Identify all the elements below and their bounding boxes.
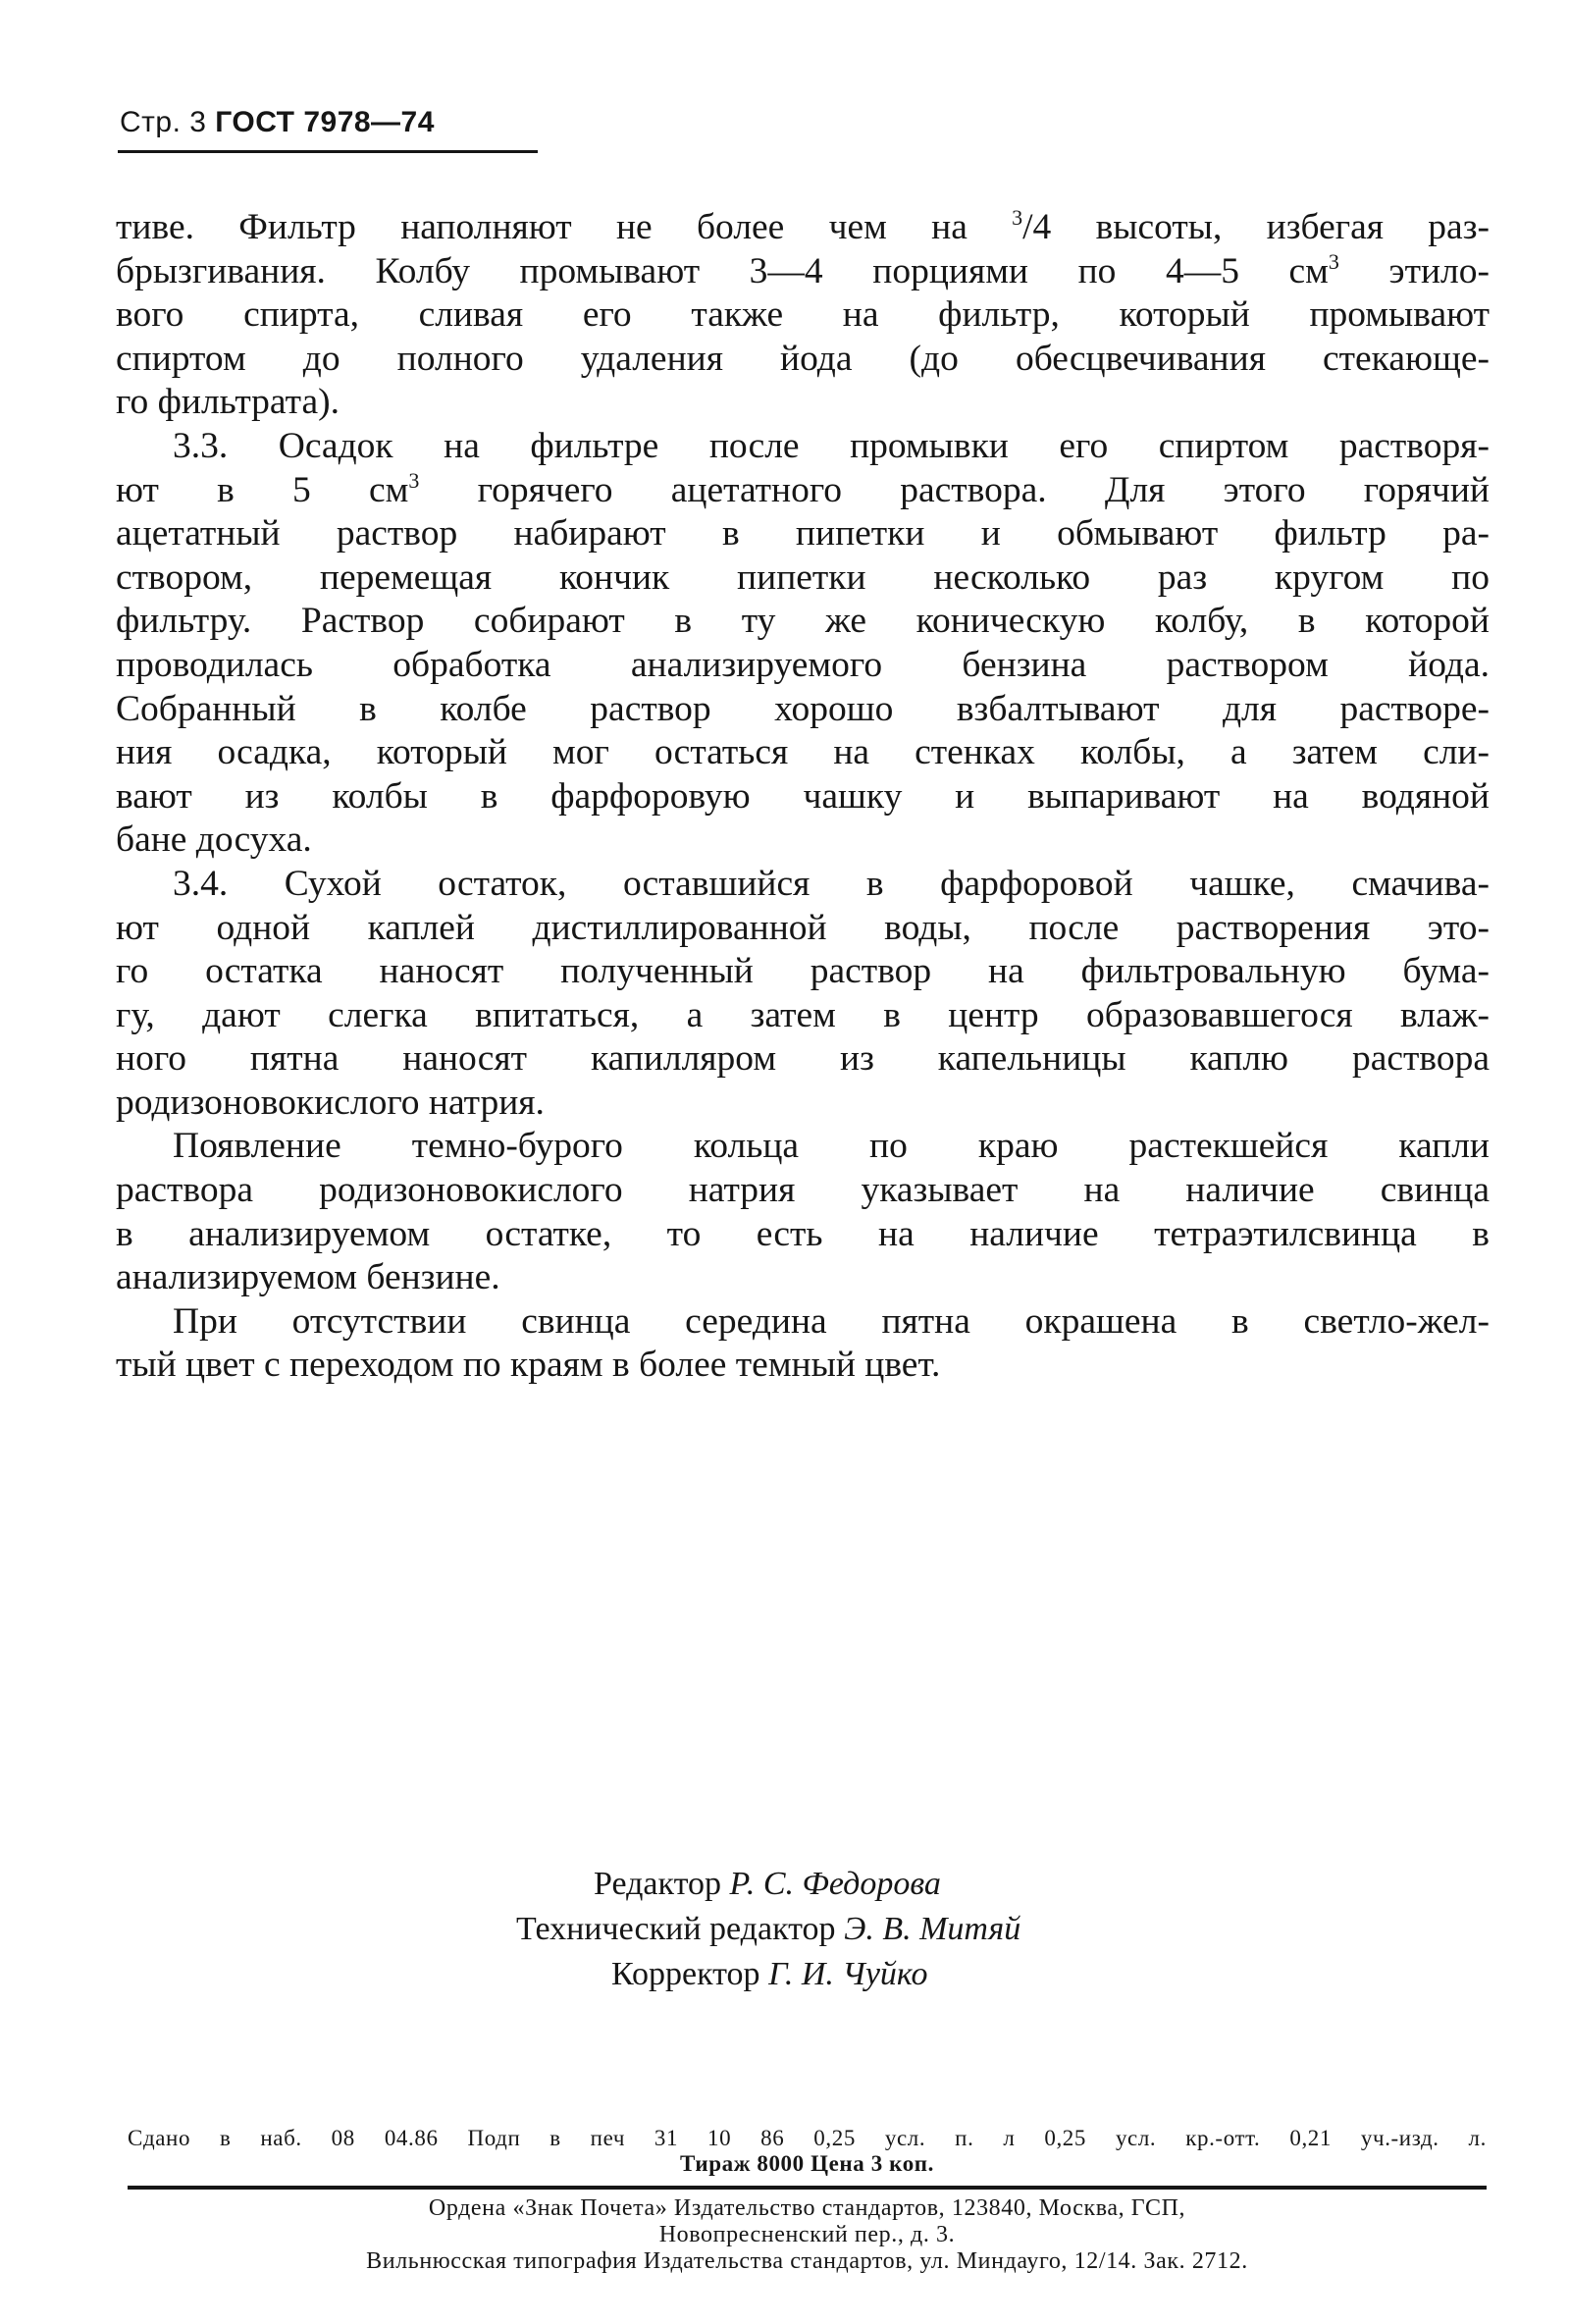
body-line: раствора родизоновокислого натрия указывает на наличие свинца — [116, 1170, 1490, 1211]
body-line: Появление темно-бурого кольца по краю растекшейся капли — [173, 1126, 1490, 1167]
header-rule — [118, 150, 538, 153]
body-line: анализируемом бензине. — [116, 1257, 500, 1298]
imprint-rule — [128, 2186, 1487, 2190]
body-line: ния осадка, который мог остаться на стенках колбы, а затем сли- — [116, 732, 1490, 773]
tech-editor-role: Технический редактор — [516, 1911, 836, 1947]
editor-name: Р. С. Федорова — [729, 1866, 941, 1902]
body-line-text: этило- — [1338, 250, 1490, 291]
imprint-block — [128, 2126, 1487, 2177]
superscript: 3 — [1012, 205, 1023, 230]
editor-role: Редактор — [594, 1866, 721, 1902]
body-line: створом, перемещая кончик пипетки несколько раз кругом по — [116, 556, 1490, 598]
body-line: ацетатный раствор набирают в пипетки и обмывают фильтр ра- — [116, 513, 1490, 555]
credit-proofreader — [611, 1955, 928, 1994]
body-line: тый цвет с переходом по краям в более темный цвет. — [116, 1345, 941, 1386]
superscript: 3 — [408, 467, 420, 493]
page-number: Стр. 3 — [120, 106, 207, 138]
tech-editor-name: Э. В. Митяй — [844, 1911, 1021, 1947]
body-line: При отсутствии свинца середина пятна окрашена в светло-жел- — [173, 1300, 1490, 1342]
body-text — [116, 206, 1490, 1388]
body-line: ного пятна наносят капилляром из капельницы каплю раствора — [116, 1038, 1490, 1080]
body-line: го остатка наносят полученный раствор на фильтровальную бума- — [116, 951, 1490, 992]
proofreader-name: Г. И. Чуйко — [768, 1956, 928, 1992]
body-line — [116, 469, 1490, 513]
body-line: вого спирта, сливая его также на фильтр, который промывают — [116, 294, 1490, 336]
body-line: проводилась обработка анализируемого бензина раствором йода. — [116, 644, 1490, 685]
body-line-text: /4 высоты, избегая раз- — [1022, 207, 1490, 247]
body-line: го фильтрата). — [116, 382, 340, 423]
credit-tech-editor — [516, 1910, 1020, 1949]
body-line-text: горячего ацетатного раствора. Для этого горячий — [419, 469, 1490, 510]
body-line: бане досуха. — [116, 819, 312, 861]
credit-editor — [594, 1865, 941, 1904]
body-line: фильтру. Раствор собирают в ту же коническую колбу, в которой — [116, 601, 1490, 642]
printer-line-address: Новопресненский пер., д. 3. — [658, 2222, 956, 2247]
imprint-circulation: Тираж 8000 Цена 3 коп. — [680, 2151, 934, 2176]
body-line-text: брызгивания. Колбу промывают 3—4 порциями по 4—5 см — [116, 250, 1329, 291]
body-line: Собранный в колбе раствор хорошо взбалтывают для растворе- — [116, 688, 1490, 729]
printer-line-publisher: Ордена «Знак Почета» Издательство стандартов, 123840, Москва, ГСП, — [428, 2195, 1186, 2221]
printer-block — [128, 2195, 1487, 2275]
body-line: 3.3. Осадок на фильтре после промывки его спиртом растворя- — [173, 425, 1490, 466]
body-line-text: ют в 5 см — [116, 469, 409, 510]
body-line: в анализируемом остатке, то есть на наличие тетраэтилсвинца в — [116, 1213, 1490, 1254]
standard-number: ГОСТ 7978—74 — [215, 106, 435, 138]
page-header — [120, 106, 435, 139]
body-line: гу, дают слегка впитаться, а затем в центр образовавшегося влаж- — [116, 994, 1490, 1035]
imprint-print-data: Сдано в наб. 08 04.86 Подп в печ 31 10 86 0,25 усл. п. л 0,25 усл. кр.-отт. 0,21 уч.-изд. л. — [128, 2126, 1487, 2150]
printer-line-typography: Вильнюсская типография Издательства стандартов, ул. Миндауго, 12/14. Зак. 2712. — [366, 2248, 1248, 2274]
superscript: 3 — [1328, 248, 1339, 274]
body-line: вают из колбы в фарфоровую чашку и выпаривают на водяной — [116, 775, 1490, 817]
body-line: 3.4. Сухой остаток, оставшийся в фарфоровой чашке, смачива- — [173, 863, 1490, 904]
body-line — [116, 250, 1490, 294]
body-line — [116, 206, 1490, 250]
proofreader-role: Корректор — [611, 1956, 760, 1992]
body-line-text: тиве. Фильтр наполняют не более чем на — [116, 207, 1013, 247]
body-line: спиртом до полного удаления йода (до обесцвечивания стекающе- — [116, 338, 1490, 379]
body-line: ют одной каплей дистиллированной воды, после растворения это- — [116, 907, 1490, 948]
body-line: родизоновокислого натрия. — [116, 1082, 545, 1123]
